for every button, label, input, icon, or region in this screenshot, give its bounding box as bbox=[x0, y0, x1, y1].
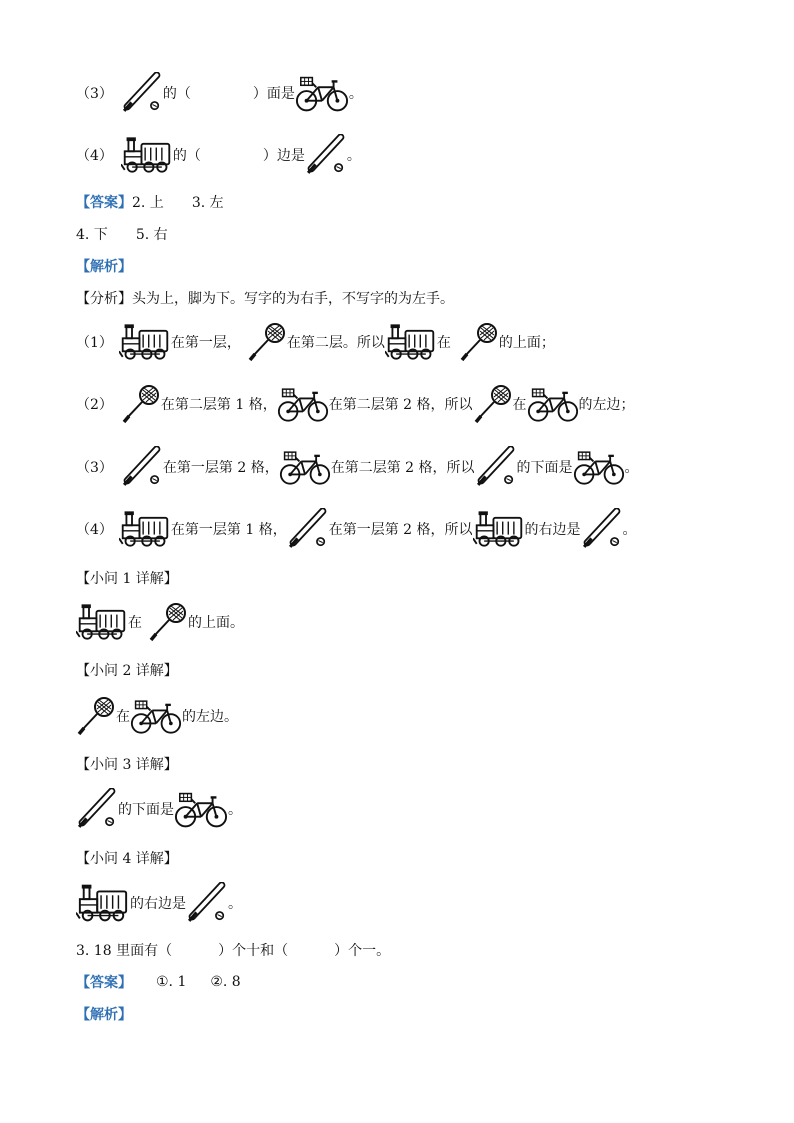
train-icon bbox=[76, 603, 128, 641]
train-icon bbox=[119, 510, 171, 548]
text: 的（ bbox=[172, 148, 201, 164]
item-number: （4） bbox=[76, 522, 113, 538]
bat-ball-icon bbox=[121, 72, 163, 114]
train-icon bbox=[76, 883, 130, 923]
bicycle-icon bbox=[174, 789, 228, 829]
answer-value: 4. 下 bbox=[76, 227, 108, 243]
answer-value: ②. 8 bbox=[210, 974, 241, 990]
bicycle-icon bbox=[527, 385, 579, 423]
train-icon bbox=[119, 323, 171, 361]
q2-item3 bbox=[76, 72, 363, 114]
bicycle-icon bbox=[130, 697, 182, 735]
text: 的下面是 bbox=[118, 802, 174, 818]
analysis-tag: 【解析】 bbox=[76, 1007, 132, 1023]
analysis-line-1 bbox=[76, 322, 555, 362]
text: 。 bbox=[622, 522, 637, 538]
item-number: （4） bbox=[76, 148, 113, 164]
bat-ball-icon bbox=[475, 446, 517, 488]
text: 的下面是 bbox=[516, 460, 573, 476]
text: 在 bbox=[436, 335, 451, 351]
text: 在第二层第 2 格，所以 bbox=[330, 460, 475, 476]
detail-tag: 【小问 3 详解】 bbox=[76, 757, 178, 773]
answer-value: 3. 左 bbox=[191, 195, 224, 211]
question-3-answer bbox=[76, 972, 241, 992]
racket-icon bbox=[76, 696, 116, 736]
bicycle-icon bbox=[295, 73, 349, 113]
q2-item4 bbox=[76, 134, 361, 176]
answer-line-2 bbox=[76, 224, 168, 244]
bat-ball-icon bbox=[76, 788, 118, 830]
detail-3-content bbox=[76, 788, 242, 830]
train-icon bbox=[121, 136, 173, 174]
question-3 bbox=[76, 940, 390, 960]
answer-tag: 【答案】 bbox=[76, 975, 132, 991]
text: 的上面。 bbox=[188, 615, 244, 631]
detail-tag: 【小问 4 详解】 bbox=[76, 851, 178, 867]
item-number: （3） bbox=[76, 460, 113, 476]
bat-ball-icon bbox=[305, 134, 347, 176]
racket-icon bbox=[473, 384, 513, 424]
text: 的左边。 bbox=[182, 709, 238, 725]
text: 在第一层第 1 格， bbox=[170, 522, 287, 538]
text: 在 bbox=[128, 615, 142, 631]
detail-3-heading bbox=[76, 754, 178, 774]
text: 的左边； bbox=[578, 397, 635, 413]
answer-value: 2. 上 bbox=[132, 195, 164, 211]
analysis-line-3 bbox=[76, 446, 639, 488]
question-3-analysis bbox=[76, 1004, 132, 1024]
item-number: （1） bbox=[76, 335, 113, 351]
racket-icon bbox=[121, 384, 161, 424]
racket-icon bbox=[459, 322, 499, 362]
text: 在第一层第 2 格，所以 bbox=[328, 522, 473, 538]
detail-4-content bbox=[76, 882, 242, 924]
detail-2-content bbox=[76, 696, 238, 736]
analysis-intro-tag: 【分析】 bbox=[76, 291, 132, 307]
train-icon bbox=[473, 510, 525, 548]
bicycle-icon bbox=[279, 448, 331, 486]
detail-2-heading bbox=[76, 660, 178, 680]
bicycle-icon bbox=[277, 385, 329, 423]
text: 。 bbox=[228, 896, 242, 912]
text: 在第一层， bbox=[170, 335, 241, 351]
detail-4-heading bbox=[76, 848, 178, 868]
text: ）面是 bbox=[252, 86, 295, 102]
bat-ball-icon bbox=[581, 508, 623, 550]
text: 在第二层第 1 格， bbox=[160, 397, 277, 413]
text: 在 bbox=[512, 397, 527, 413]
bat-ball-icon bbox=[287, 508, 329, 550]
analysis-line-2 bbox=[76, 384, 635, 424]
analysis-intro bbox=[76, 288, 454, 308]
item-number: （3） bbox=[76, 86, 113, 102]
bat-ball-icon bbox=[121, 446, 163, 488]
text: 在第一层第 2 格， bbox=[162, 460, 279, 476]
analysis-line-4 bbox=[76, 508, 637, 550]
racket-icon bbox=[247, 322, 287, 362]
text: 。 bbox=[346, 148, 361, 164]
answer-value: ①. 1 bbox=[156, 974, 187, 990]
bicycle-icon bbox=[573, 448, 625, 486]
answer-tag: 【答案】 bbox=[76, 195, 132, 211]
text: 在第二层第 2 格，所以 bbox=[328, 397, 473, 413]
text: 。 bbox=[348, 86, 363, 102]
question-text: ）个十和（ bbox=[218, 943, 289, 959]
question-text: 3. 18 里面有（ bbox=[76, 943, 173, 959]
text: 的右边是 bbox=[130, 896, 186, 912]
answer-value: 5. 右 bbox=[135, 227, 168, 243]
detail-1-heading bbox=[76, 568, 178, 588]
analysis-heading bbox=[76, 256, 132, 276]
question-text: ）个一。 bbox=[334, 943, 391, 959]
text: 。 bbox=[228, 802, 242, 818]
analysis-tag: 【解析】 bbox=[76, 259, 132, 275]
bat-ball-icon bbox=[186, 882, 228, 924]
answer-line-1 bbox=[76, 192, 224, 212]
text: 的（ bbox=[162, 86, 191, 102]
analysis-intro-text: 头为上，脚为下。写字的为右手，不写字的为左手。 bbox=[132, 291, 454, 307]
text: 在 bbox=[116, 709, 130, 725]
detail-1-content bbox=[76, 602, 244, 642]
detail-tag: 【小问 2 详解】 bbox=[76, 663, 178, 679]
train-icon bbox=[385, 323, 437, 361]
item-number: （2） bbox=[76, 397, 113, 413]
text: 的右边是 bbox=[524, 522, 581, 538]
text: 的上面； bbox=[498, 335, 555, 351]
text: 在第二层。所以 bbox=[286, 335, 385, 351]
detail-tag: 【小问 1 详解】 bbox=[76, 571, 178, 587]
text: ）边是 bbox=[262, 148, 305, 164]
text: 。 bbox=[624, 460, 639, 476]
racket-icon bbox=[148, 602, 188, 642]
